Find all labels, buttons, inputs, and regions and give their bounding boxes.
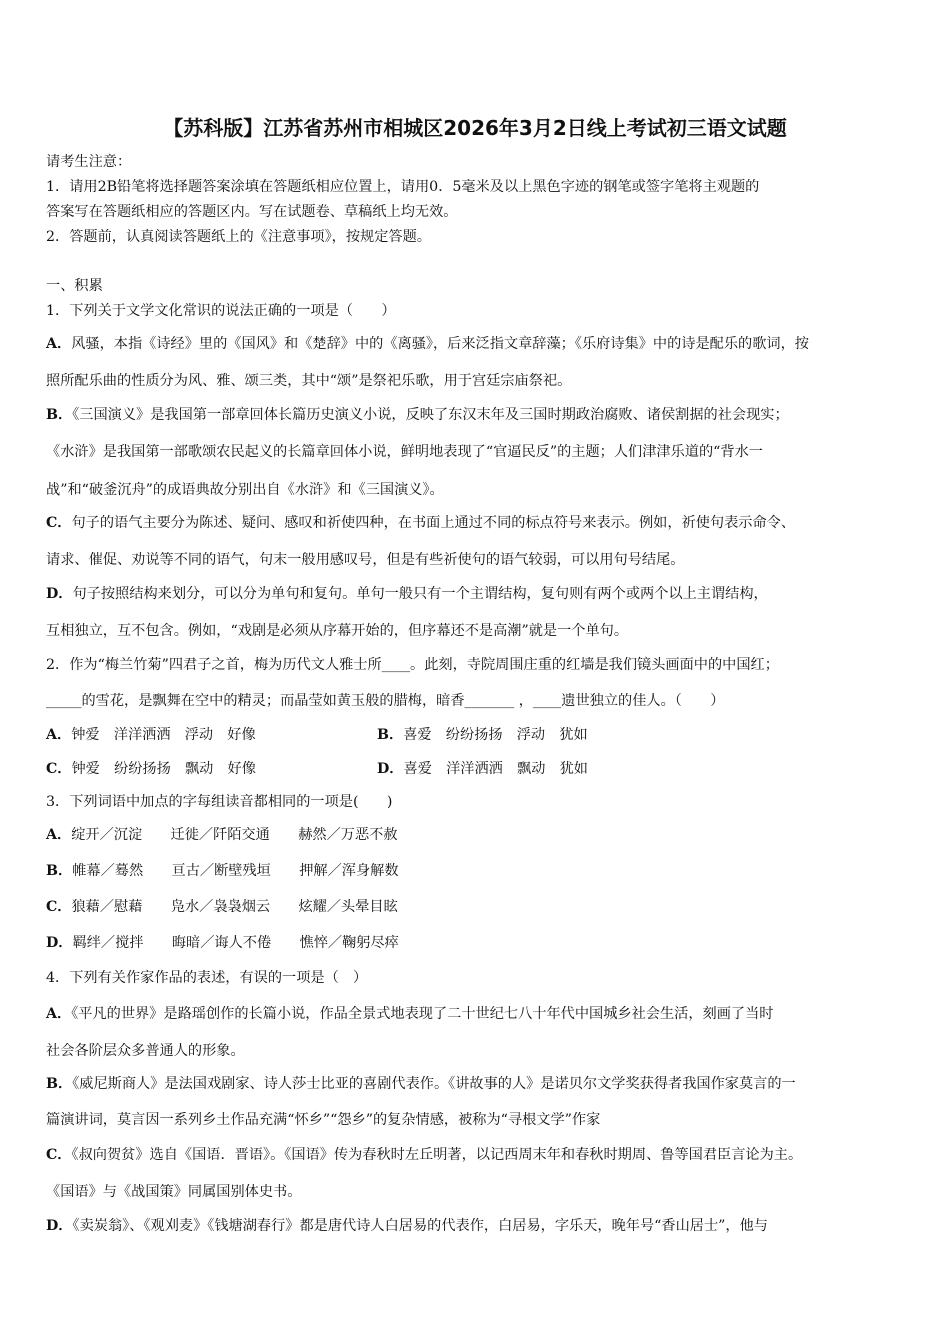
question-stem: 1．下列关于文学文化常识的说法正确的一项是（ ） xyxy=(46,303,396,319)
option-text: 风骚，本指《诗经》里的《国风》和《楚辞》中的《离骚》，后来泛指文章辞藻；《乐府诗集》中的诗是配乐的歌词，按 xyxy=(71,336,809,352)
option-text: 狼藉／慰藉 凫水／袅袅烟云 炫耀／头晕目眩 xyxy=(71,899,398,915)
option-b xyxy=(46,861,399,881)
option-text: 喜爱 洋洋洒洒 飘动 犹如 xyxy=(403,761,588,777)
option-line xyxy=(46,334,809,354)
option-line: 战”和“破釜沉舟”的成语典故分别出自《水浒》和《三国演义》。 xyxy=(46,482,444,498)
option-line: 照所配乐曲的性质分为风、雅、颂三类，其中“颂”是祭祀乐歌，用于宫廷宗庙祭祀。 xyxy=(46,373,572,389)
option-text: 喜爱 纷纷扬扬 浮动 犹如 xyxy=(403,727,588,743)
option-text: 句子的语气主要分为陈述、疑问、感叹和祈使四种，在书面上通过不同的标点符号来表示。例如，祈使句表示命令、 xyxy=(71,515,796,531)
notice-line: 答案写在答题纸相应的答题区内。写在试题卷、草稿纸上均无效。 xyxy=(46,204,458,220)
option-text: 句子按照结构来划分，可以分为单句和复句。单句一般只有一个主谓结构，复句则有两个或两个以上主谓结构， xyxy=(72,586,768,602)
option-label: C． xyxy=(46,899,72,915)
option-label: C． xyxy=(46,1147,72,1163)
option-label: B． xyxy=(46,863,73,879)
option-text: 羁绊／搅拌 晦暗／诲人不倦 憔悴／鞠躬尽瘁 xyxy=(72,935,399,951)
option-line: 《水浒》是我国第一部歌颂农民起义的长篇章回体小说，鲜明地表现了“官逼民反”的主题；人们津津乐道的“背水一 xyxy=(46,444,763,460)
option-text: 帷幕／蓦然 亘古／断壁残垣 押解／浑身解数 xyxy=(72,863,399,879)
option-a xyxy=(46,825,398,845)
option-text: 钟爱 洋洋洒洒 浮动 好像 xyxy=(71,727,256,743)
option-label: D． xyxy=(46,935,73,951)
option-label: A． xyxy=(46,336,72,352)
option-line: 社会各阶层众多普通人的形象。 xyxy=(46,1043,245,1059)
option-label: D． xyxy=(377,761,404,777)
option-line: 互相独立，互不包含。例如，“戏剧是必须从序幕开始的，但序幕还不是高潮”就是一个单句。 xyxy=(46,623,629,639)
question-stem: 2．作为“梅兰竹菊”四君子之首，梅为历代文人雅士所____。此刻，寺院周围庄重的红墙是我们镜头画面中的中国红； xyxy=(46,657,779,673)
option-text: 《威尼斯商人》是法国戏剧家、诗人莎士比亚的喜剧代表作。《讲故事的人》是诺贝尔文学奖获得者我国作家莫言的一 xyxy=(72,1076,796,1092)
option-label: A． xyxy=(46,827,72,843)
notice-line: 2．答题前，认真阅读答题纸上的《注意事项》，按规定答题。 xyxy=(46,229,431,245)
option-label: D． xyxy=(46,1218,73,1234)
option-label: A． xyxy=(46,727,72,743)
option-line xyxy=(46,1004,773,1024)
question-stem: 4．下列有关作家作品的表述，有误的一项是（ ） xyxy=(46,970,368,986)
option-text: 《平凡的世界》是路瑶创作的长篇小说，作品全景式地表现了二十世纪七八十年代中国城乡社会生活，刻画了当时 xyxy=(71,1006,774,1022)
option-line: 请求、催促、劝说等不同的语气，句末一般用感叹号，但是有些祈使句的语气较弱，可以用句号结尾。 xyxy=(46,552,685,568)
notice-heading: 请考生注意： xyxy=(46,154,132,170)
notice-line: 1．请用2B铅笔将选择题答案涂填在答题纸相应位置上，请用0．5毫米及以上黑色字迹的钢笔或签字笔将主观题的 xyxy=(46,179,760,195)
option-b xyxy=(377,725,588,745)
option-line: 篇演讲词，莫言因一系列乡土作品充满“怀乡”“怨乡”的复杂情感，被称为“寻根文学”作家 xyxy=(46,1112,601,1128)
option-c xyxy=(46,759,256,779)
option-line: 《国语》与《战国策》同属国别体史书。 xyxy=(46,1184,302,1200)
option-text: 《卖炭翁》、《观刈麦》《钱塘湖春行》都是唐代诗人白居易的代表作，白居易，字乐天，晚年号“香山居士”，他与 xyxy=(72,1218,768,1234)
option-label: A． xyxy=(46,1006,72,1022)
option-line xyxy=(46,1074,796,1094)
option-line xyxy=(46,1216,768,1236)
option-text: 《叔向贺贫》选自《国语．晋语》。《国语》传为春秋时左丘明著，以记西周末年和春秋时期周、鲁等国君臣言论为主。 xyxy=(71,1147,803,1163)
option-c xyxy=(46,897,398,917)
option-label: B． xyxy=(46,1076,73,1092)
option-text: 《三国演义》是我国第一部章回体长篇历史演义小说，反映了东汉末年及三国时期政治腐败、诸侯割据的社会现实； xyxy=(72,407,789,423)
option-label: C． xyxy=(46,515,72,531)
option-d xyxy=(377,759,588,779)
option-d xyxy=(46,933,399,953)
question-stem: _____的雪花，是飘舞在空中的精灵；而晶莹如黄玉般的腊梅，暗香_______ ，____遗世独立的佳人。（ ） xyxy=(46,693,725,709)
question-stem: 3．下列词语中加点的字每组读音都相同的一项是( ) xyxy=(46,794,393,810)
option-label: B． xyxy=(377,727,404,743)
option-text: 钟爱 纷纷扬扬 飘动 好像 xyxy=(71,761,256,777)
option-label: D． xyxy=(46,586,73,602)
option-line xyxy=(46,513,795,533)
option-label: B． xyxy=(46,407,73,423)
option-line xyxy=(46,1145,802,1165)
option-a xyxy=(46,725,256,745)
option-line xyxy=(46,405,789,425)
section-heading: 一、积累 xyxy=(46,278,103,294)
option-line xyxy=(46,584,768,604)
option-label: C． xyxy=(46,761,72,777)
page-title: 【苏科版】江苏省苏州市相城区2026年3月2日线上考试初三语文试题 xyxy=(163,116,787,140)
option-text: 绽开／沉淀 迁徙／阡陌交通 赫然／万恶不赦 xyxy=(71,827,398,843)
